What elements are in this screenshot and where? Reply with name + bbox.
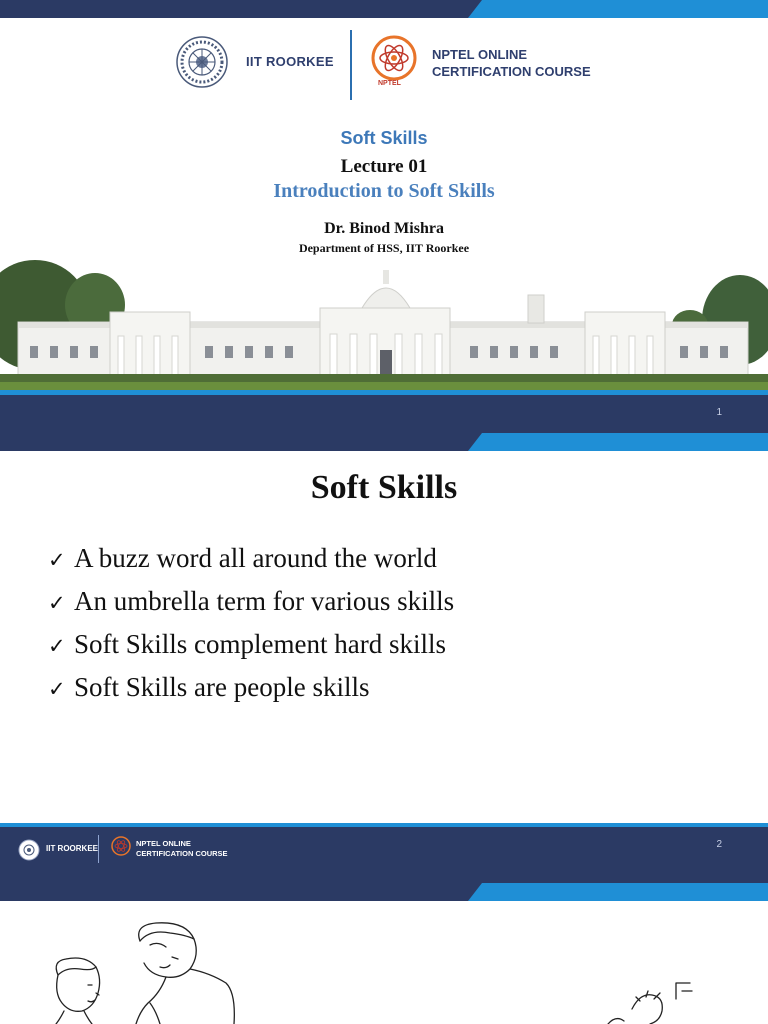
- slide-3: [0, 883, 768, 1024]
- list-item: ✓ A buzz word all around the world: [48, 537, 454, 580]
- author-department: Department of HSS, IIT Roorkee: [298, 241, 470, 255]
- course-title: Soft Skills: [340, 128, 428, 148]
- slide-2-footer: [0, 827, 768, 883]
- checkmark-icon: ✓: [48, 591, 66, 615]
- slide-2-title: Soft Skills: [310, 469, 458, 506]
- iit-roorkee-seal-icon: [18, 839, 40, 861]
- top-band: [0, 0, 768, 18]
- checkmark-icon: ✓: [48, 677, 66, 701]
- logo-divider: [350, 30, 352, 100]
- list-item: ✓ Soft Skills are people skills: [48, 666, 454, 709]
- footer-iit-label: IIT ROORKEE: [46, 844, 99, 853]
- footer-nptel-label: NPTEL ONLINE CERTIFICATION COURSE: [136, 839, 228, 858]
- footer-divider: [98, 835, 99, 863]
- campus-building-photo: [0, 250, 768, 395]
- checkmark-icon: ✓: [48, 548, 66, 572]
- author-name: Dr. Binod Mishra: [324, 220, 444, 237]
- nptel-line1: NPTEL ONLINE: [432, 47, 528, 62]
- slide-1: [0, 0, 768, 450]
- lecture-number: Lecture 01: [340, 156, 428, 177]
- iit-roorkee-label: IIT ROORKEE: [246, 54, 334, 69]
- slide-1-page-number: 1: [716, 407, 722, 418]
- nptel-line2: CERTIFICATION COURSE: [432, 64, 591, 79]
- people-sketch-illustration: [0, 883, 768, 1024]
- slide-2-page-number: 2: [716, 839, 722, 850]
- list-item: ✓ An umbrella term for various skills: [48, 580, 454, 623]
- checkmark-icon: ✓: [48, 634, 66, 658]
- nptel-logo-icon: [110, 835, 132, 863]
- iit-roorkee-seal-icon: [176, 36, 228, 88]
- list-item: ✓ Soft Skills complement hard skills: [48, 623, 454, 666]
- bullet-list: [48, 537, 454, 709]
- nptel-mark-label: NPTEL: [378, 80, 401, 87]
- header-logos: [172, 30, 602, 105]
- slide-2: [0, 433, 768, 883]
- lecture-subtitle: Introduction to Soft Skills: [273, 180, 495, 202]
- slide-2-top-band: [0, 433, 768, 451]
- nptel-label: [432, 46, 591, 80]
